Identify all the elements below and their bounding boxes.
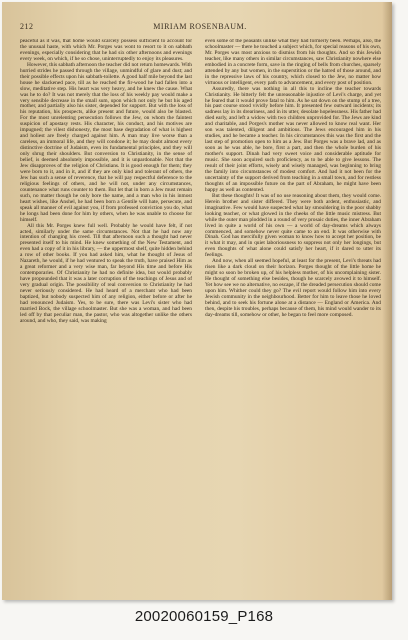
paragraph: Assuredly, there was nothing in all this to incline the teacher towards Christianity. He bitterly felt the unreasonable injustice of Levi's charge, and yet he feared that it would prove fatal to him. As he sat down on the stump of a tree, his past course stood vividly before him. It presented few outward incidents; its sadness lay in its dreariness, and in its utter, desolate hopelessness. His father had died early, and left a widow with two children unprovided for. The Jews are kind and charitable, and Porges's mother was never allowed to know real want. Her son was talented, diligent and ambitious. The Jews encouraged him in his studies, and he became a teacher. In his circumstances this was the first and the last step of promotion open to him as a Jew. But Porges was a brave lad, and as soon as he was able, he bore, first a part, and then the whole burden of his mother's support. Dinah had very sweet voice and considerable aptitude for music. She soon acquired such proficiency, as to be able to give lessons. The result of their joint efforts, wisely and wisely managed, was beginning to bring the family into circumstances of modest comfort. And had it not been for the uncertainty of the support derived from teaching in a small town, and for restless thoughts of an impossible future on the part of Abraham, he might have been happy as well as contented. bbox=[205, 85, 381, 193]
paragraph: And now, when all seemed hopeful, at least for the present, Levi's threats had risen like a dark cloud on their horizon. Porges thought of the little home he might so soon be broken up, of his helpless mother, of his uncomplaining sister. He thought of something else besides, though he scarcely avowed it to himself. Yet how see we no alternative, no escape, if the dreaded persecution should come upon him. Whither could they go? The evil report would follow him into every Jewish community in the neighbourhood. Better for him to leave those he loved behind, and to seek his fortune alone at a distance — England or America. And then, despite his troubles, perhaps because of them, his mind would wander to its day-dreams till, somehow or other, he began to feel more composed. bbox=[205, 258, 381, 318]
running-head: MIRIAM ROSENBAUM. bbox=[153, 22, 247, 31]
page-gutter-shadow bbox=[382, 2, 392, 600]
page-header bbox=[20, 22, 380, 34]
left-text-column bbox=[20, 39, 192, 593]
paragraph: peaceful as it was, that home would scarcely possess sufficient to account for the unusual haste, with which Mr. Porges was wont to resort to it on sabbath evenings, especially considering that he had six other afternoons and evenings every week, on which, if he so chose, uninterruptedly to enjoy its pleasures. bbox=[20, 39, 192, 62]
page-number: 212 bbox=[20, 22, 34, 31]
book-page bbox=[2, 2, 392, 600]
image-caption: 20020060159_P168 bbox=[134, 608, 274, 625]
right-text-column bbox=[205, 39, 381, 593]
paragraph: even some of the peasants unlike what they had formerly been. Perhaps, also, the schoolmaster — there he touched a subject which, for special reasons of his own, Mr. Porges was most anxious to dismiss from his thoughts. And so this Jewish teacher, like many others in similar circumstances, saw Christianity nowhere else embodied in a concrete form, save in the ringing of bells from churches, sparsely attended by any but women, in the superstition or the hatred of those around, and in the repressive laws of his country, which closed to the Jew, no matter how virtuous or intelligent, every path to advancement, and every post of position. bbox=[205, 39, 381, 86]
paragraph: All this Mr. Porges knew full well. Probably he would have felt, if not acted, similarly under the same circumstances. Not that he had now any intention of changing his creed. Till that afternoon such a thought had never presented itself to his mind. He knew something of the New Testament, and even had a copy of it in his library, — the uppermost shelf, quite hidden behind a row of other books. If you had asked him, what he thought of Jesus of Nazareth, he would, if he had ventured to speak the truth, have praised Him as a great reformer and a very wise man, far beyond His time and before His contemporaries. Of Christianity he had no definite idea, but would probably have propounded that it was a later corruption of the teachings of Jesus and of very gradual origin. The possibility of real conversion to Christianity he had never seriously considered. He had heard of a merchant who had been baptized, but nobody suspected him of any religion, either before or after he had renounced Judaism. Yes, to be sure, there was Levi's sister who had married Bock, the village schoolmaster. But she was a woman, and had been led off by that peculiar man, the pastor, who was altogether unlike the others around, and who, they said, was making bbox=[20, 222, 192, 324]
paragraph: But these thoughts! It was of no use reasoning about them, they would come. Herein brother and sister differed. They were both ardent, enthusiastic, and imaginative. Few would have suspected what lay smouldering in the poor shabby looking teacher, or what glowed in the cheeks of the little music mistress. But while the outer man plodded in a round of very prosaic duties, the inner Abraham lived in quite a world of his own — a world of day-dreams which always commenced, and somehow never quite came to an end. It was otherwise with Dinah. God has mercifully given woman to know how to accept her position, be it what it may, and in quiet laboriousness to suppress not only her longings, but even thoughts of what alone could satisfy her heart, if it dared to utter its feelings. bbox=[205, 192, 381, 259]
paragraph: However, this sabbath afternoon the teacher did not return homewards. With hurried strides he passed through the village, unmindful of glare and dust; and their possible effects upon his sabbath-toilette. A good half mile beyond the last house he slackened pace, till as he reached the fir-wood he had fallen into a slow, meditative step. His heart was very heavy, and he knew the cause. What was he to do? It was not merely that the loss of his weekly pay would make a very sensible decrease in the small sum, upon which not only he but his aged mother, and partially also his sister, depended for support. But with the loss of his reputation, his prospects, alike present and future, would also be blasted. For the most unrelenting persecution follows the Jew, on whom the faintest suspicion of apostasy rests. His character, his conduct, and his motives are impugned; the vilest dishonesty, the most base degradation of what is highest and holiest are freely charged against him. A man may live worse than a careless, an immoral life, and they will condone it; he may doubt almost every distinctive doctrine of Judaism, even its fundamental principles, and they will only shrug their shoulders. But conversion to Christianity, in the sense of belief, is deemed absolutely impossible, and it is unpardonable. Not that the Jew disapproves of the religion of Christians. It is good enough for them; they were born to it, and in it, and if they are only kind and tolerant of others, the Jew has such a sense of reverence, that he will pay respectful deference to the religious feelings of others, and he will not, under any circumstances, countenance what runs counter to them. But let that in born a Jew must remain such, no matter though he only bore the name, and a man who in his inmost heart wishes, like Anshel, he had been born a Gentile will hate, persecute, and speak all manner of evil against you, if from professed conviction you do, what he longs had been done for him by others, when he was unable to choose for himself. bbox=[20, 61, 192, 223]
